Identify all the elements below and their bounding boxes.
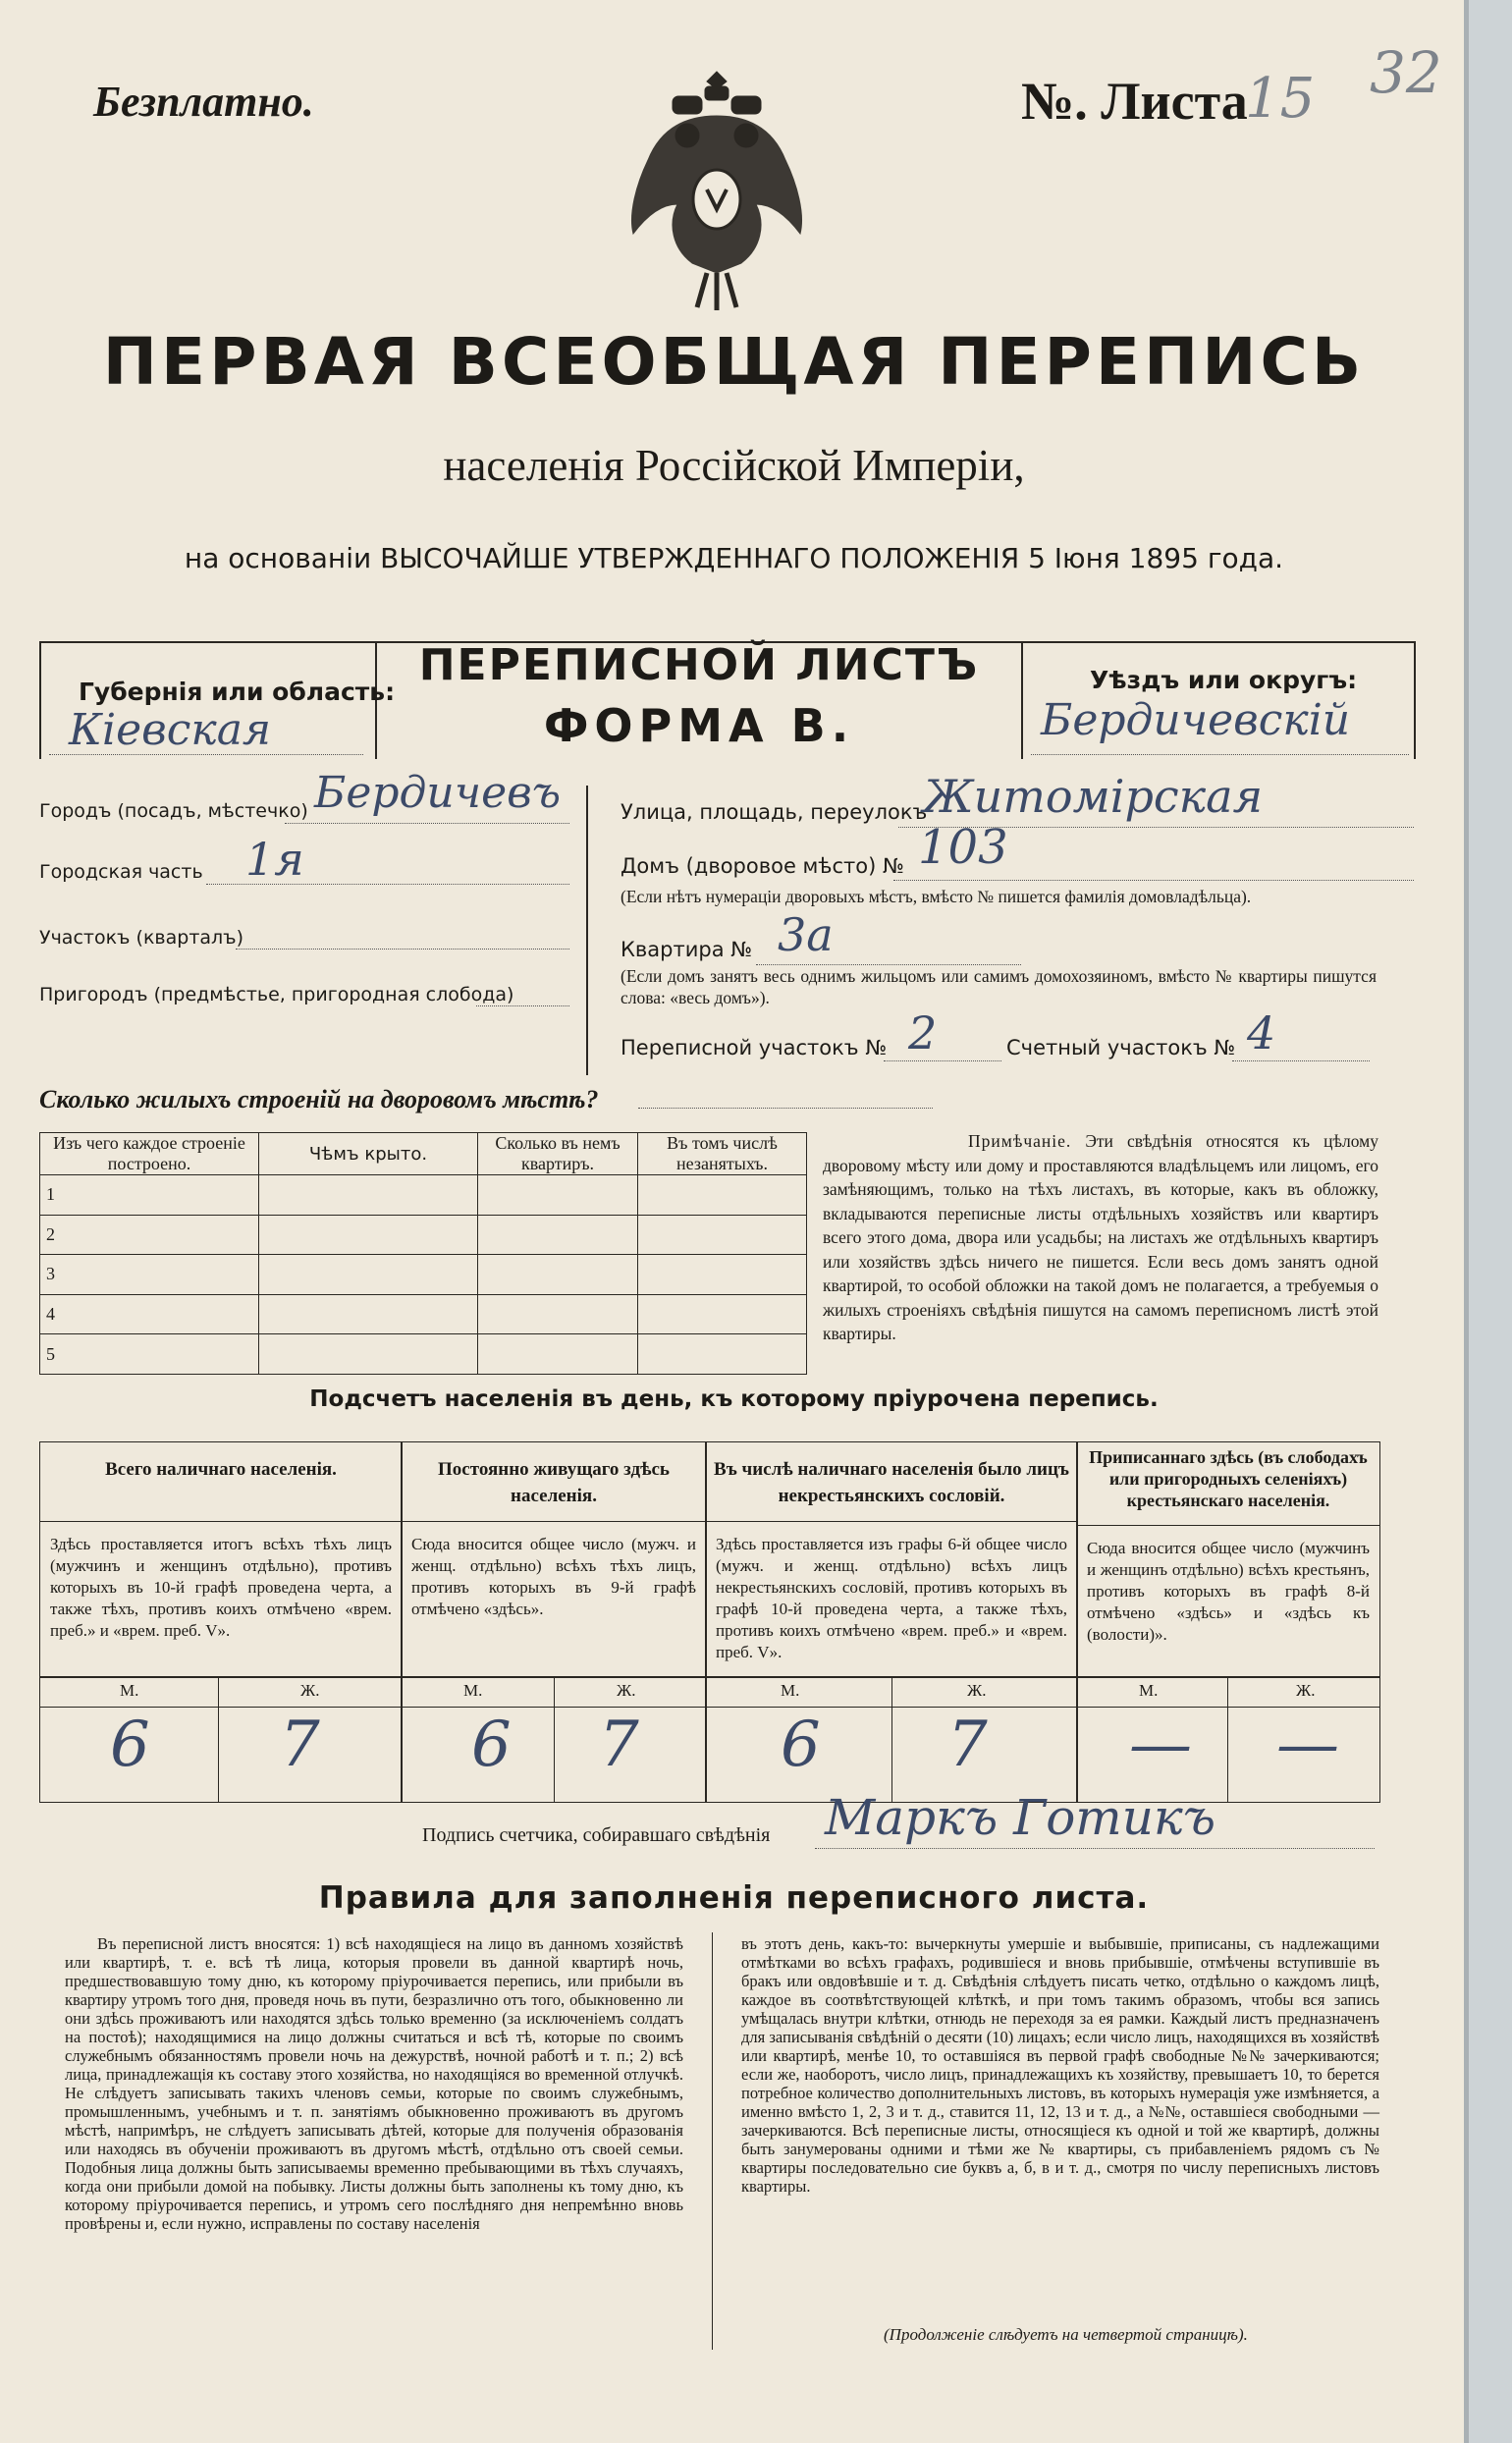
gubernia-label: Губернія или область: bbox=[79, 678, 396, 706]
buildings-header-apartments: Сколько въ немъ квартиръ. bbox=[478, 1133, 638, 1175]
total-present-female: 7 bbox=[280, 1709, 320, 1781]
f-label: Ж. bbox=[1296, 1681, 1316, 1700]
totals-column bbox=[39, 1441, 403, 1803]
free-label: Безплатно. bbox=[93, 78, 314, 126]
totals-split bbox=[891, 1676, 892, 1803]
rules-continued: (Продолженіе слѣдуетъ на четвертой страницѣ). bbox=[884, 2325, 1248, 2344]
buildings-header-material: Изъ чего каждое строеніе построено. bbox=[40, 1133, 259, 1175]
city-part-label: Городская часть bbox=[39, 861, 203, 883]
scan-edge bbox=[1468, 0, 1512, 2443]
corner-mark: 32 bbox=[1370, 39, 1442, 106]
buildings-note-text: Эти свѣдѣнія относятся къ цѣлому дворовому мѣсту или дому и проставляются владѣльцемъ или лицомъ, его замѣняющимъ, только на тѣхъ листахъ, въ которые, какъ въ обложку, вкладываются переписные листы отдѣльныхъ хозяйствъ или квартиръ всего этого дома, двора или усадьбы; на листахъ же отдѣльныхъ квартиръ или хозяйствъ здѣсь ничего не пишется. Если весь домъ занятъ одной квартирой, то особой обложки на такой домъ не полагается, а требуемыя о жилыхъ строеніяхъ свѣдѣнія пишутся на самомъ переписномъ листѣ этой квартиры. bbox=[823, 1131, 1379, 1343]
buildings-note bbox=[823, 1129, 1378, 1346]
house-value: 103 bbox=[918, 820, 1008, 875]
f-label: Ж. bbox=[617, 1681, 636, 1700]
gubernia-value: Кіевская bbox=[69, 705, 272, 755]
census-district-line bbox=[884, 1060, 1001, 1061]
buildings-question: Сколько жилыхъ строеній на дворовомъ мѣстѣ? bbox=[39, 1085, 599, 1113]
m-label: М. bbox=[1139, 1681, 1159, 1700]
sheet-title: ПЕРЕПИСНОЙ ЛИСТЪ bbox=[418, 640, 980, 690]
totals-mf-rule2 bbox=[39, 1707, 1380, 1708]
totals-column-text: Здѣсь проставляется изъ графы 6-й общее число (мужч. и женщ. отдѣльно) всѣхъ лицъ некрестьянскихъ сословій, противъ которыхъ въ графѣ 10-й проведена черта, а также тѣхъ, противъ коихъ отмѣчено «врем. преб.» и «врем. преб. V». bbox=[716, 1535, 1067, 1661]
buildings-row-number: 5 bbox=[40, 1334, 259, 1375]
sheet-number-label: №. Листа bbox=[1021, 72, 1248, 131]
buildings-row-number: 2 bbox=[40, 1215, 259, 1255]
totals-column-title: Постоянно живущаго здѣсь населенія. bbox=[438, 1459, 670, 1506]
form-divider-right bbox=[1021, 641, 1023, 759]
totals-split bbox=[554, 1676, 555, 1803]
census-district-value: 2 bbox=[908, 1006, 938, 1059]
apartment-label: Квартира № bbox=[621, 938, 753, 961]
street-label: Улица, площадь, переулокъ bbox=[621, 800, 928, 824]
city-part-line bbox=[206, 884, 569, 885]
uezd-value: Бердичевскій bbox=[1041, 695, 1351, 745]
totals-column-text: Сюда вносится общее число (мужчинъ и женщинъ отдѣльно) всѣхъ крестьянъ, противъ которыхъ въ графѣ 8-й отмѣчено «здѣсь» и «здѣсь къ (волости)». bbox=[1087, 1539, 1370, 1644]
double-headed-eagle-icon bbox=[619, 67, 815, 312]
m-label: М. bbox=[120, 1681, 139, 1700]
totals-mf-rule bbox=[39, 1676, 1380, 1678]
city-value: Бердичевъ bbox=[314, 768, 562, 818]
section-line bbox=[236, 949, 569, 950]
city-part-value: 1я bbox=[245, 833, 304, 886]
house-line bbox=[893, 880, 1414, 881]
counting-district-line bbox=[1232, 1060, 1370, 1061]
uezd-label: Уѣздъ или округъ: bbox=[1090, 666, 1358, 694]
totals-column-text: Сюда вносится общее число (мужч. и женщ. отдѣльно) всѣхъ тѣхъ лицъ, противъ которыхъ въ 9-й графѣ отмѣчено «здѣсь». bbox=[411, 1535, 696, 1618]
bleed-through-left bbox=[39, 147, 304, 173]
rules-right-column: въ этотъ день, какъ-то: вычеркнуты умершіе и выбывшіе, приписаны, съ надлежащими отмѣтками во всѣхъ графахъ, родившіеся и вновь прибывшіе, отмѣчены вступившіе въ бракъ или овдовѣвшіе и т. д. Свѣдѣнія слѣдуетъ писать четко, отдѣльно о каждомъ лицѣ, каждое въ соотвѣтствующей клѣткѣ, и при томъ такимъ образомъ, чтобы вся запись умѣщалась внутри клѣтки, отнюдь не переходя за ея рамки. Каждый листъ предназначенъ для записыванія свѣдѣній о десяти (10) лицахъ; если число лицъ, находящихся въ хозяйствѣ или квартирѣ, менѣе 10, то оставшіяся въ первой графѣ свободные №№ зачеркиваются; если же, наоборотъ, число лицъ, принадлежащихъ къ хозяйству, превышаетъ 10, то берется потребное количество дополнительныхъ листовъ, въ которыхъ нумерація уже измѣняется, а именно вмѣсто 1, 2, 3 и т. д., ставится 11, 12, 13 и т. д., а №№, оставшіеся свободными — зачеркиваются. Всѣ переписные листы, относящіеся къ одной и той же квартирѣ, должны быть занумерованы одними и тѣми же № квартиры, съ прибавленіемъ рядомъ съ № квартиры последовательно сие буквъ а, б, в и т. д., смотря по числу переписныхъ листовъ квартиры. bbox=[741, 1934, 1379, 2196]
buildings-table bbox=[39, 1132, 807, 1375]
form-left-rule bbox=[39, 641, 41, 759]
sheet-number-value: 15 bbox=[1245, 67, 1316, 131]
suburb-label: Пригородъ (предмѣстье, пригородная слобода) bbox=[39, 984, 514, 1005]
subtitle: населенія Россійской Имперіи, bbox=[443, 441, 1025, 490]
city-label: Городъ (посадъ, мѣстечко) bbox=[39, 800, 308, 822]
totals-column-title: Приписаннаго здѣсь (въ слободахъ или пригородныхъ селеніяхъ) крестьянскаго населенія. bbox=[1089, 1447, 1368, 1510]
totals-column-title: Въ числѣ наличнаго населенія было лицъ некрестьянскихъ сословій. bbox=[714, 1459, 1069, 1506]
non-peasant-female: 7 bbox=[947, 1709, 988, 1781]
totals-column-title: Всего наличнаго населенія. bbox=[105, 1459, 337, 1480]
buildings-header-vacant: Въ томъ числѣ незанятыхъ. bbox=[638, 1133, 807, 1175]
house-note: (Если нѣтъ нумераціи дворовыхъ мѣстъ, вмѣсто № пишется фамилія домовладѣльца). bbox=[621, 887, 1252, 906]
apartment-note: (Если домъ занятъ весь однимъ жильцомъ или самимъ домохозяиномъ, вмѣсто № квартиры пишутся слова: «весь домъ»). bbox=[621, 966, 1377, 1007]
non-peasant-male: 6 bbox=[781, 1709, 821, 1781]
form-right-rule bbox=[1414, 641, 1416, 759]
suburb-line bbox=[476, 1005, 569, 1006]
street-value: Житомірская bbox=[923, 770, 1264, 823]
gubernia-line bbox=[49, 754, 363, 755]
counting-district-label: Счетный участокъ № bbox=[1006, 1036, 1236, 1059]
signature-line bbox=[815, 1848, 1375, 1849]
address-divider bbox=[586, 786, 588, 1075]
uezd-line bbox=[1031, 754, 1409, 755]
totals-column-text: Здѣсь проставляется итогъ всѣхъ тѣхъ лицъ (мужчинъ и женщинъ отдѣльно), противъ которыхъ въ 10-й графѣ проведена черта, а также тѣхъ, противъ коихъ отмѣчено «врем. преб.» и «врем. преб. V». bbox=[50, 1535, 392, 1640]
counting-district-value: 4 bbox=[1247, 1006, 1276, 1059]
signature-label: Подпись счетчика, собиравшаго свѣдѣнія bbox=[422, 1824, 771, 1846]
m-label: М. bbox=[781, 1681, 800, 1700]
section-label: Участокъ (кварталъ) bbox=[39, 927, 244, 949]
permanent-female: 7 bbox=[599, 1709, 639, 1781]
peasant-female: — bbox=[1276, 1709, 1339, 1781]
main-title: ПЕРВАЯ ВСЕОБЩАЯ ПЕРЕПИСЬ bbox=[102, 324, 1366, 400]
rules-left-column: Въ переписной листъ вносятся: 1) всѣ находящіеся на лицо въ данномъ хозяйствѣ или квартирѣ, т. е. всѣ тѣ лица, которыя провели въ данной квартирѣ ночь, предшествовавшую тому дню, къ которому пріурочивается перепись, или прибыли въ квартиру утромъ того дня, проведя ночь въ пути, безразлично отъ того, обыкновенно ли они здѣсь проживаютъ или находятся здѣсь только временно (за исключеніемъ солдатъ на постоѣ); находящимися на лицо должны считаться и всѣ тѣ, которые по своимъ служебнымъ обязанностямъ провели ночь на дежурствѣ, ночной работѣ и т. п.; 2) всѣ лица, принадлежащія къ составу этого хозяйства, но находящіяся во временной отлучкѣ. Не слѣдуетъ записывать такихъ членовъ семьи, которые по своимъ служебнымъ, промышленнымъ, учебнымъ и т. п. занятіямъ обыкновенно проживаютъ въ другомъ мѣстѣ, напримѣръ, не слѣдуетъ записывать дѣтей, которые для полученія образованія или находясь въ обученіи проживаютъ въ другомъ мѣстѣ, отдѣльно отъ своей семьи. Подобныя лица должны быть записываемы временно пребывающими въ тѣхъ случаяхъ, когда они прибыли домой на побывку. Листы должны быть заполнены къ тому дню, къ которому пріурочивается перепись, и утромъ сего послѣдняго дня непремѣнно вновь провѣрены и, если нужно, исправлены по составу населенія bbox=[65, 1934, 683, 2233]
census-district-label: Переписной участокъ № bbox=[621, 1036, 888, 1059]
form-name: ФОРМА В. bbox=[543, 699, 855, 752]
buildings-note-head: Примѣчаніе. bbox=[968, 1131, 1072, 1151]
city-line bbox=[285, 823, 569, 824]
totals-heading: Подсчетъ населенія въ день, къ которому пріурочена перепись. bbox=[309, 1386, 1159, 1412]
peasant-male: — bbox=[1129, 1709, 1192, 1781]
signature-value: Маркъ Готикъ bbox=[825, 1789, 1216, 1846]
rules-heading: Правила для заполненія переписного листа. bbox=[318, 1880, 1150, 1916]
rules-column-divider bbox=[712, 1932, 713, 2350]
permanent-male: 6 bbox=[471, 1709, 512, 1781]
buildings-line bbox=[638, 1108, 933, 1109]
totals-split bbox=[1227, 1676, 1228, 1803]
buildings-header-roof: Чѣмъ крыто. bbox=[259, 1133, 478, 1175]
totals-split bbox=[218, 1676, 219, 1803]
m-label: М. bbox=[463, 1681, 483, 1700]
house-label: Домъ (дворовое мѣсто) № bbox=[621, 854, 904, 878]
buildings-row-number: 3 bbox=[40, 1255, 259, 1295]
buildings-row-number: 1 bbox=[40, 1175, 259, 1216]
buildings-row-number: 4 bbox=[40, 1294, 259, 1334]
basis-line: на основаніи ВЫСОЧАЙШЕ УТВЕРЖДЕННАГО ПОЛОЖЕНІЯ 5 Іюня 1895 года. bbox=[184, 542, 1284, 574]
f-label: Ж. bbox=[967, 1681, 987, 1700]
total-present-male: 6 bbox=[110, 1709, 150, 1781]
apartment-value: 3а bbox=[778, 908, 834, 961]
f-label: Ж. bbox=[300, 1681, 320, 1700]
